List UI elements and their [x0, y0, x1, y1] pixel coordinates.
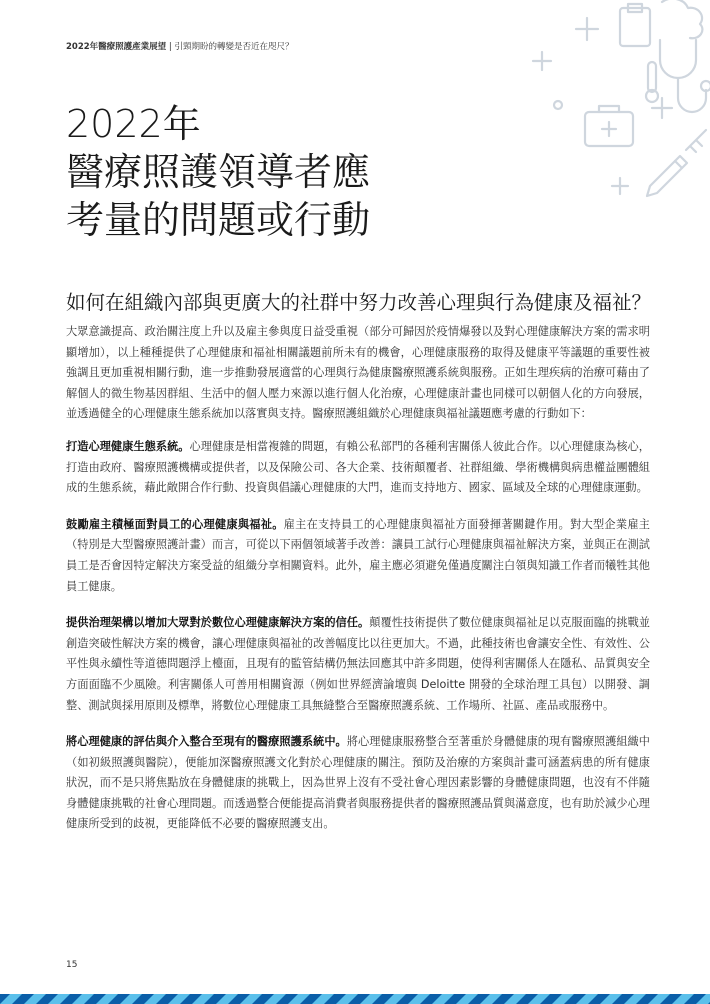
action-text: 雇主在支持員工的心理健康與福祉方面發揮著關鍵作用。對大型企業雇主（特別是大型醫療照護計畫）而言，可從以下兩個領域著手改善：讓員工試行心理健康與福祉解決方案，並與正在測試員工是否會因特定解決方案受益的組織分享相關資料。此外，雇主應必須避免僅過度關注白領與知識工作者而犧牲其他員工健康。: [66, 517, 650, 593]
stethoscope-icon: [660, 40, 710, 112]
action-heading: 提供治理架構以增加大眾對於數位心理健康解決方案的信任。: [66, 616, 370, 630]
action-heading: 鼓勵雇主積極面對員工的心理健康與福祉。: [66, 517, 284, 531]
first-aid-kit-icon: [585, 106, 633, 146]
page-number: 15: [66, 960, 78, 970]
page-title: [66, 100, 370, 244]
action-text: 顛覆性技術提供了數位健康與福祉足以克服面臨的挑戰並創造突破性解決方案的機會，讓心理健康與福祉的改善幅度比以往更加大。不過，此種技術也會讓安全性、有效性、公平性與永續性等道德問題浮上檯面，且現有的監管結構仍無法回應其中許多問題，使得利害關係人在隱私、品質與安全方面面臨不少風險。利害關係人可善用相關資源（例如世界經濟論壇與 Deloitte 開發的全球治理工具包）以開發、調整、測試與採用原則及標準，將數位心理健康工具無縫整合至醫療照護系統、工作場所、社區、產品或服務中。: [66, 616, 650, 712]
footer-stripe: [0, 994, 710, 1004]
title-line-2: 醫療照護領導者應: [66, 150, 371, 194]
action-heading: 打造心理健康生態系統。: [66, 439, 190, 453]
body-text: [66, 322, 650, 851]
thermometer-icon: [646, 62, 658, 102]
decorative-medical-icons: [510, 0, 710, 210]
brain-icon: [662, 0, 702, 38]
title-line-3: 考量的問題或行動: [66, 198, 371, 242]
section-question: 如何在組織內部與更廣大的社群中努力改善心理與行為健康及福祉？: [66, 291, 652, 314]
pencil-icon: [647, 156, 687, 196]
clipboard-icon: [620, 4, 650, 46]
intro-paragraph: 大眾意識提高、政治關注度上升以及雇主參與度日益受重視（部分可歸因於疫情爆發以及對心理健康解決方案的需求明顯增加），以上種種提供了心理健康和福祉相關議題前所未有的機會，心理健康服務的取得及健康平等議題的重要性被強調且更加重視相關行動，進一步推動發展適當的心理與行為健康醫療照護系統與服務。正如生理疾病的治療可藉由了解個人的微生物基因群組、生活中的個人壓力來源以進行個人化治療，心理健康計畫也同樣可以朝個人化的方向發展，並透過健全的心理健康生態系統加以落實與支持。醫療照護組織於心理健康與福祉議題應考慮的行動如下：: [66, 325, 650, 421]
action-text: 將心理健康服務整合至著重於身體健康的現有醫療照護組織中（如初級照護與醫院），便能加深醫療照護文化對於心理健康的關注。預防及治療的方案與計畫可涵蓋病患的所有健康狀況，而不是只將焦點放在身體健康的挑戰上，因為世界上沒有不受社會心理因素影響的身體健康問題，也沒有不伴隨身體健康挑戰的社會心理問題。而透過整合便能提高消費者與服務提供者的醫療照護品質與滿意度，也有助於減少心理健康所受到的歧視，更能降低不必要的醫療照護支出。: [66, 735, 650, 831]
running-header: [66, 40, 293, 52]
dot-icon: [554, 101, 562, 109]
action-text: 心理健康是相當複雜的問題，有賴公私部門的各種利害關係人彼此合作。以心理健康為核心，打造由政府、醫療照護機構或提供者，以及保險公司、各大企業、技術顛覆者、社群組織、學術機構與病患權益團體組成的生態系統，藉此敞開合作行動、投資與倡議心理健康的大門，進而支持地方、國家、區域及全球的心理健康運動。: [66, 439, 650, 495]
syringe-icon: [686, 130, 706, 152]
plus-icon: [576, 18, 598, 40]
header-publication: 2022年醫療照護產業展望: [66, 42, 167, 52]
title-line-1: 2022年: [66, 102, 201, 146]
action-paragraph: [66, 613, 650, 716]
plus-icon: [612, 178, 628, 194]
header-section: 引頸期盼的轉變是否近在咫尺？: [174, 42, 294, 52]
action-paragraph: [66, 437, 650, 499]
plus-icon: [533, 52, 551, 70]
action-paragraph: [66, 515, 650, 597]
action-heading: 將心理健康的評估與介入整合至現有的醫療照護系統中。: [66, 735, 347, 749]
action-paragraph: [66, 732, 650, 835]
header-separator: |: [166, 42, 175, 52]
